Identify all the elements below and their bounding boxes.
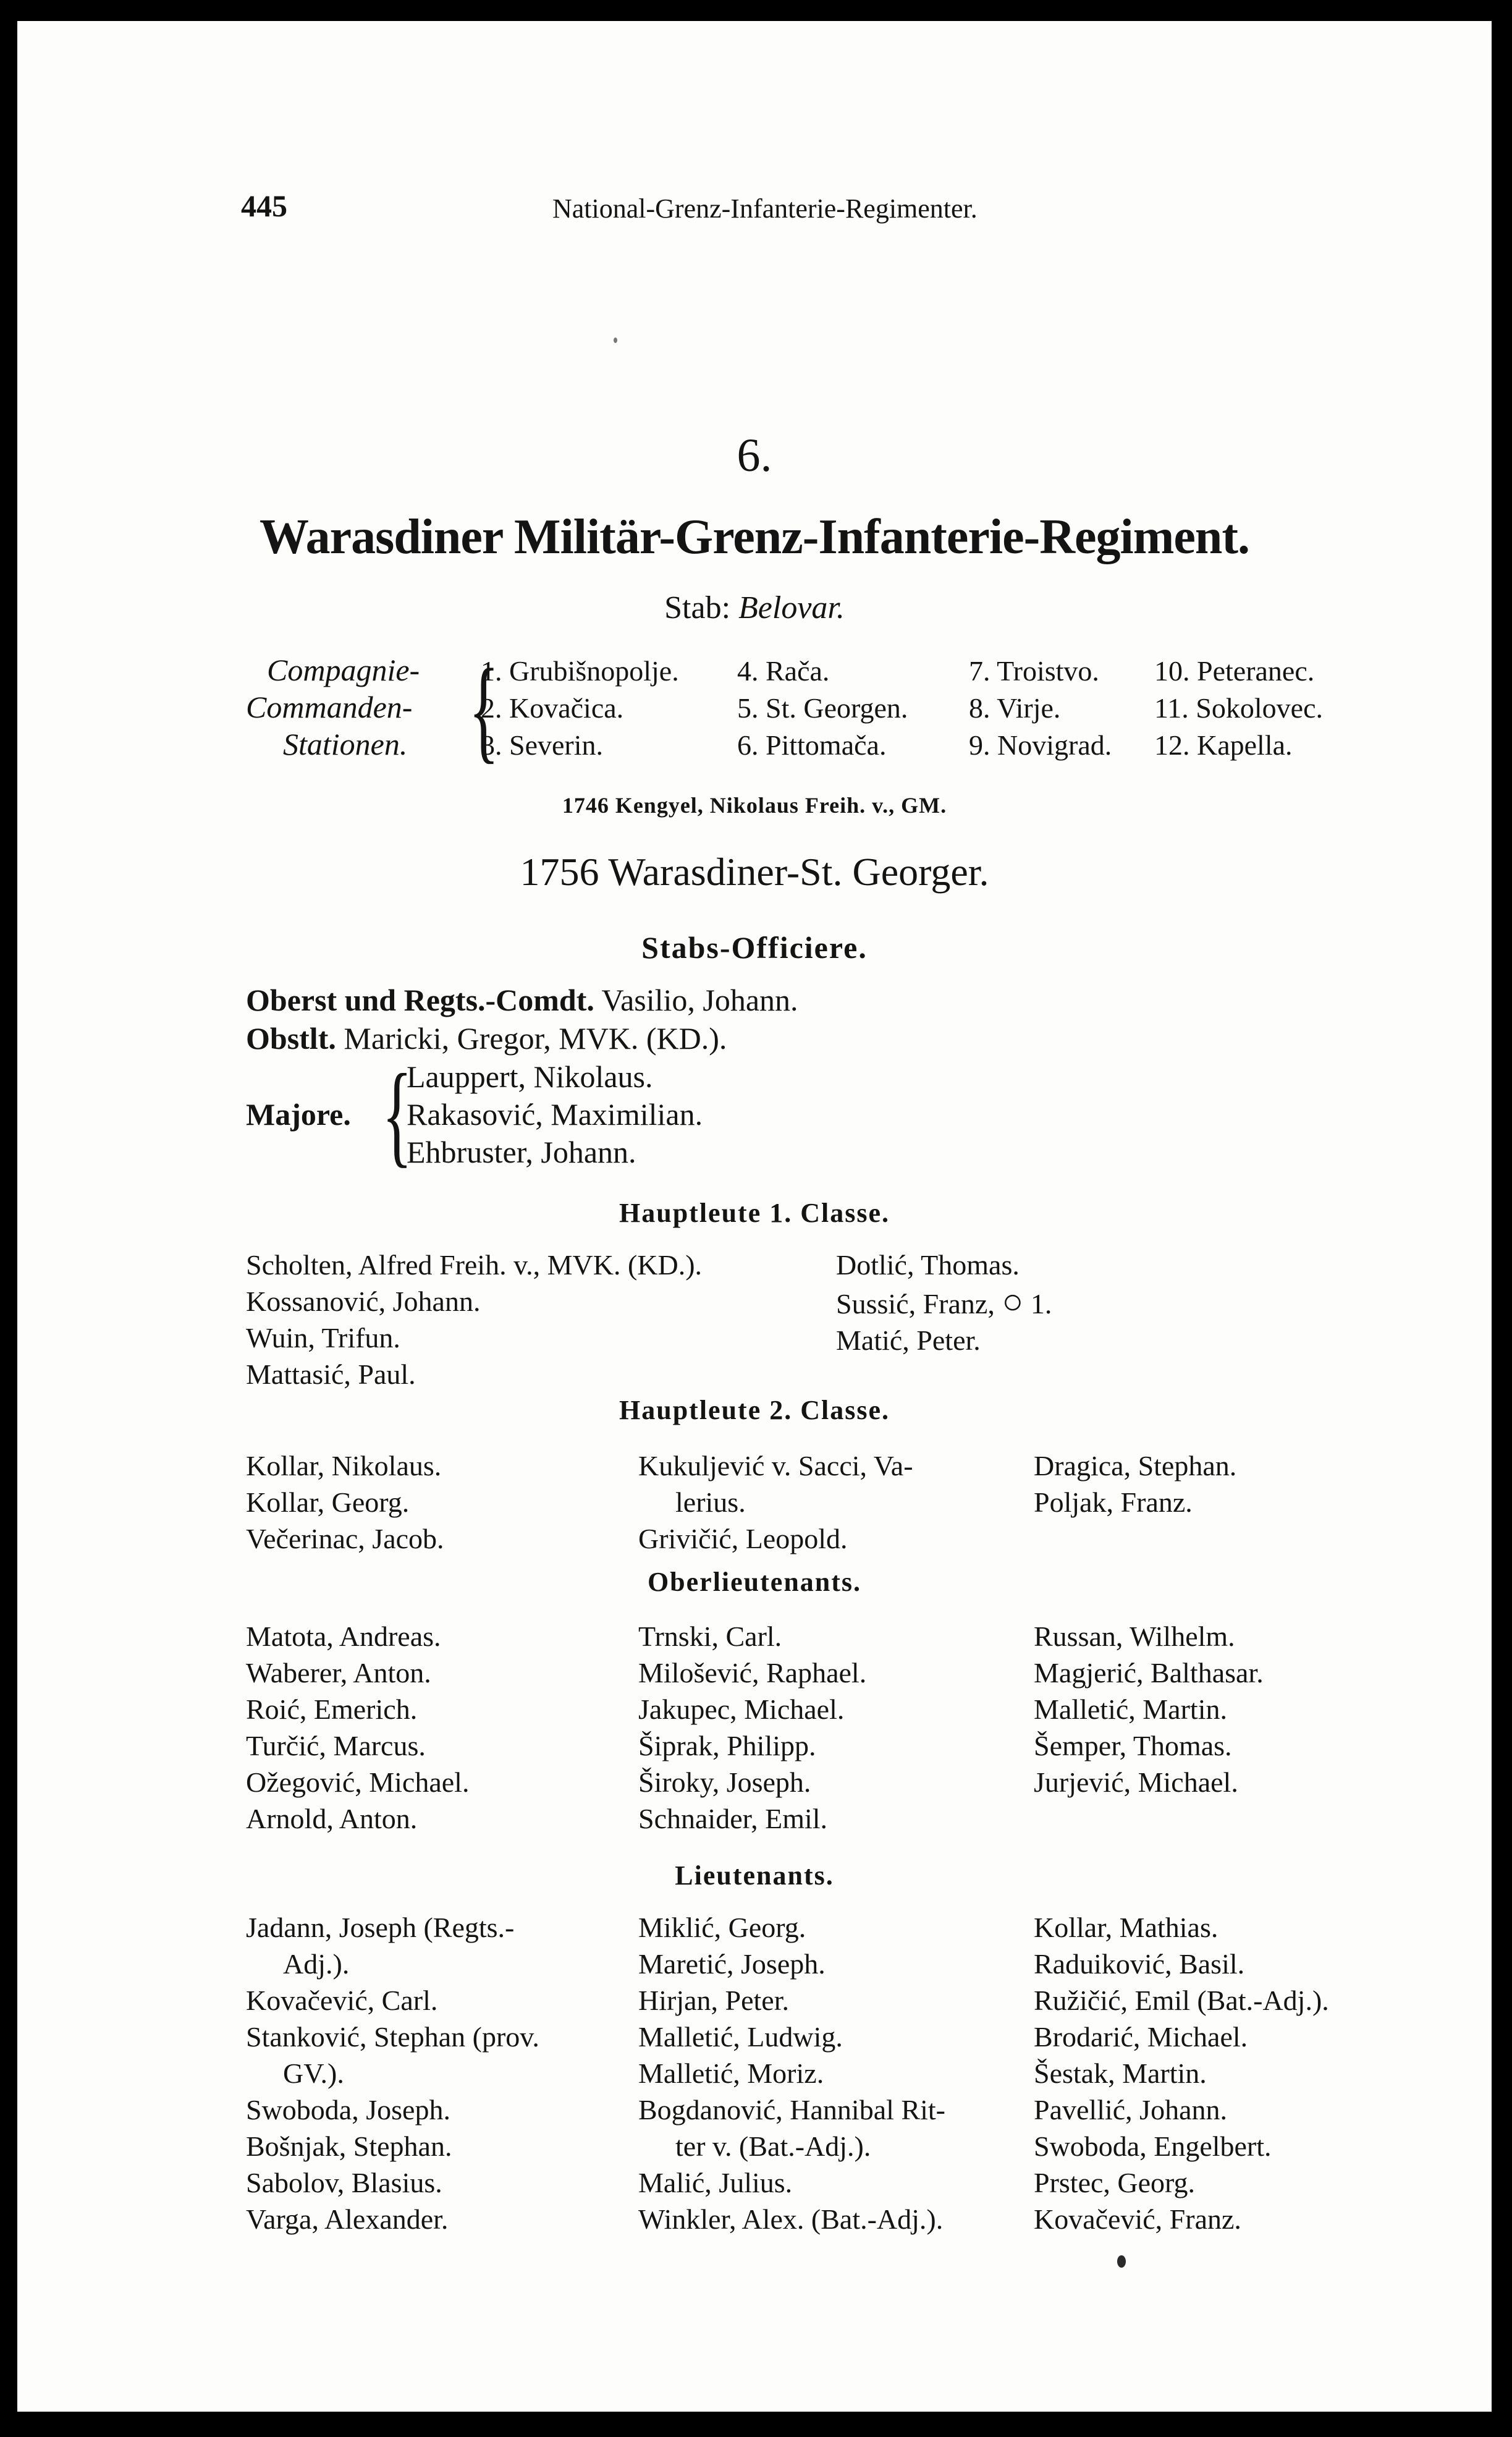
officer-name-continued: lerius. xyxy=(675,1486,746,1518)
oberst-name: Vasilio, Johann. xyxy=(601,983,798,1017)
stations-label-line: Stationen. xyxy=(283,727,408,761)
officer-name: Hirjan, Peter. xyxy=(638,1985,789,2016)
hauptleute-1-right xyxy=(836,1247,1052,1358)
officer-name: Šemper, Thomas. xyxy=(1034,1730,1232,1761)
obstlt-line xyxy=(246,1020,727,1056)
obstlt-name: Maricki, Gregor, MVK. (KD.). xyxy=(344,1021,727,1056)
officer-name: Bogdanović, Hannibal Rit- xyxy=(638,2094,945,2125)
officer-name xyxy=(836,1283,1052,1322)
station-item: 7. Troistvo. xyxy=(969,655,1099,687)
officer-name-continued: ter v. (Bat.-Adj.). xyxy=(675,2130,871,2162)
hauptleute-2-col3 xyxy=(1034,1447,1236,1520)
officer-name: Wuin, Trifun. xyxy=(246,1322,400,1354)
officer-name: Kovačević, Franz. xyxy=(1034,2203,1241,2235)
officer-name: Pavellić, Johann. xyxy=(1034,2094,1227,2125)
stations-column-2 xyxy=(737,653,908,764)
officer-name: Šestak, Martin. xyxy=(1034,2058,1207,2089)
stations-label-line: Compagnie- xyxy=(267,653,420,687)
officer-name: Scholten, Alfred Freih. v., MVK. (KD.). xyxy=(246,1249,703,1281)
officer-name: Mattasić, Paul. xyxy=(246,1358,416,1390)
officer-name: Miklić, Georg. xyxy=(638,1912,806,1943)
officer-name: Malletić, Ludwig. xyxy=(638,2021,843,2053)
station-item: 5. St. Georgen. xyxy=(737,692,908,724)
lieutenants-col3 xyxy=(1034,1909,1329,2237)
officer-name: Roić, Emerich. xyxy=(246,1693,418,1725)
ink-speck xyxy=(614,337,617,343)
officer-name: Šiprak, Philipp. xyxy=(638,1730,816,1761)
officer-name: Malić, Julius. xyxy=(638,2167,793,2198)
obstlt-label: Obstlt. xyxy=(246,1021,336,1056)
officer-name: Kollar, Nikolaus. xyxy=(246,1450,442,1481)
officer-name: Raduiković, Basil. xyxy=(1034,1948,1245,1980)
officer-name: Prstec, Georg. xyxy=(1034,2167,1196,2198)
officer-name-continued: GV.). xyxy=(283,2058,344,2089)
majore-list xyxy=(407,1058,703,1171)
stabs-officiere-heading: Stabs-Officiere. xyxy=(641,930,868,965)
officer-name-continued: Adj.). xyxy=(283,1948,350,1980)
officer-name: Malletić, Martin. xyxy=(1034,1693,1227,1725)
officer-name: Kukuljević v. Sacci, Va- xyxy=(638,1450,913,1481)
officer-name: Večerinac, Jacob. xyxy=(246,1523,444,1554)
officer-name: Swoboda, Engelbert. xyxy=(1034,2130,1272,2162)
stations-column-3 xyxy=(969,653,1112,764)
stations-column-4 xyxy=(1154,653,1323,764)
station-item: 12. Kapella. xyxy=(1154,729,1293,761)
hauptleute-2-heading: Hauptleute 2. Classe. xyxy=(619,1395,890,1425)
founding-line: 1756 Warasdiner-St. Georger. xyxy=(520,850,989,894)
station-item: 4. Rača. xyxy=(737,655,830,687)
oberlieutenants-col3 xyxy=(1034,1618,1264,1800)
station-item: 6. Pittomača. xyxy=(737,729,887,761)
officer-name: Poljak, Franz. xyxy=(1034,1486,1193,1518)
major-name: Ehbruster, Johann. xyxy=(407,1135,636,1169)
officer-name: Trnski, Carl. xyxy=(638,1621,782,1652)
majore-brace: { xyxy=(382,1051,413,1178)
station-item: 11. Sokolovec. xyxy=(1154,692,1323,724)
hauptleute-2-col2 xyxy=(638,1447,913,1557)
regiment-title: Warasdiner Militär-Grenz-Infanterie-Regiment. xyxy=(259,510,1250,564)
officer-name: Milošević, Raphael. xyxy=(638,1657,867,1689)
stab-line xyxy=(17,590,1492,626)
oberst-label: Oberst und Regts.-Comdt. xyxy=(246,983,594,1017)
officer-name: Ružičić, Emil (Bat.-Adj.). xyxy=(1034,1985,1329,2016)
regiment-number: 6. xyxy=(737,430,772,481)
lieutenants-col1 xyxy=(246,1909,539,2237)
officer-name: Kollar, Mathias. xyxy=(1034,1912,1218,1943)
officer-name: Winkler, Alex. (Bat.-Adj.). xyxy=(638,2203,944,2235)
officer-name: Russan, Wilhelm. xyxy=(1034,1621,1235,1652)
oberlieutenants-col1 xyxy=(246,1618,469,1837)
station-item: 10. Peteranec. xyxy=(1154,655,1315,687)
stab-label: Stab: xyxy=(664,590,731,625)
officer-name: Matić, Peter. xyxy=(836,1324,981,1356)
ink-speck xyxy=(1117,2255,1126,2268)
station-item: 2. Kovačica. xyxy=(481,692,624,724)
officer-name: Schnaider, Emil. xyxy=(638,1803,828,1834)
majore-label: Majore. xyxy=(246,1097,351,1132)
officer-name: Maretić, Joseph. xyxy=(638,1948,826,1980)
book-page xyxy=(17,21,1492,2412)
major-name: Lauppert, Nikolaus. xyxy=(407,1059,653,1094)
hauptleute-1-heading: Hauptleute 1. Classe. xyxy=(619,1198,890,1228)
officer-name: Brodarić, Michael. xyxy=(1034,2021,1248,2053)
lieutenants-heading: Lieutenants. xyxy=(675,1860,834,1891)
station-item: 1. Grubišnopolje. xyxy=(481,655,679,687)
hauptleute-1-left xyxy=(246,1247,702,1392)
stations-label xyxy=(246,651,420,763)
station-item: 3. Severin. xyxy=(481,729,604,761)
stab-place: Belovar. xyxy=(738,590,845,625)
officer-name: Grivičić, Leopold. xyxy=(638,1523,848,1554)
officer-name: Ožegović, Michael. xyxy=(246,1766,470,1798)
oberst-line xyxy=(246,982,798,1018)
stations-brace: { xyxy=(468,645,499,774)
officer-name: Jurjević, Michael. xyxy=(1034,1766,1238,1798)
officer-name: Waberer, Anton. xyxy=(246,1657,431,1689)
officer-name: Dragica, Stephan. xyxy=(1034,1450,1237,1481)
oberlieutenants-heading: Oberlieutenants. xyxy=(647,1567,862,1597)
officer-name: Jadann, Joseph (Regts.- xyxy=(246,1912,515,1943)
page-number: 445 xyxy=(241,189,287,223)
inhaber-line: 1746 Kengyel, Nikolaus Freih. v., GM. xyxy=(562,793,947,818)
officer-name: Jakupec, Michael. xyxy=(638,1693,845,1725)
officer-name: Sabolov, Blasius. xyxy=(246,2167,442,2198)
officer-name: Kossanović, Johann. xyxy=(246,1286,481,1317)
officer-name-text: Sussić, Franz, xyxy=(836,1288,995,1320)
decoration-count: 1. xyxy=(1030,1288,1052,1320)
station-item: 8. Virje. xyxy=(969,692,1061,724)
officer-name: Arnold, Anton. xyxy=(246,1803,418,1834)
decoration-mark: ○ xyxy=(1002,1281,1024,1321)
officer-name: Turčić, Marcus. xyxy=(246,1730,426,1761)
stations-label-line: Commanden- xyxy=(246,690,413,724)
officer-name: Magjerić, Balthasar. xyxy=(1034,1657,1264,1689)
hauptleute-2-col1 xyxy=(246,1447,444,1557)
officer-name: Matota, Andreas. xyxy=(246,1621,441,1652)
running-title: National-Grenz-Infanterie-Regimenter. xyxy=(552,193,978,224)
officer-name: Kollar, Georg. xyxy=(246,1486,410,1518)
major-name: Rakasović, Maximilian. xyxy=(407,1097,703,1132)
lieutenants-col2 xyxy=(638,1909,945,2237)
officer-name: Malletić, Moriz. xyxy=(638,2058,824,2089)
oberlieutenants-col2 xyxy=(638,1618,866,1837)
officer-name: Dotlić, Thomas. xyxy=(836,1249,1020,1281)
station-item: 9. Novigrad. xyxy=(969,729,1112,761)
officer-name: Bošnjak, Stephan. xyxy=(246,2130,452,2162)
officer-name: Stanković, Stephan (prov. xyxy=(246,2021,539,2053)
officer-name: Varga, Alexander. xyxy=(246,2203,449,2235)
officer-name: Široky, Joseph. xyxy=(638,1766,811,1798)
stations-column-1 xyxy=(481,653,679,764)
officer-name: Swoboda, Joseph. xyxy=(246,2094,450,2125)
officer-name: Kovačević, Carl. xyxy=(246,1985,438,2016)
